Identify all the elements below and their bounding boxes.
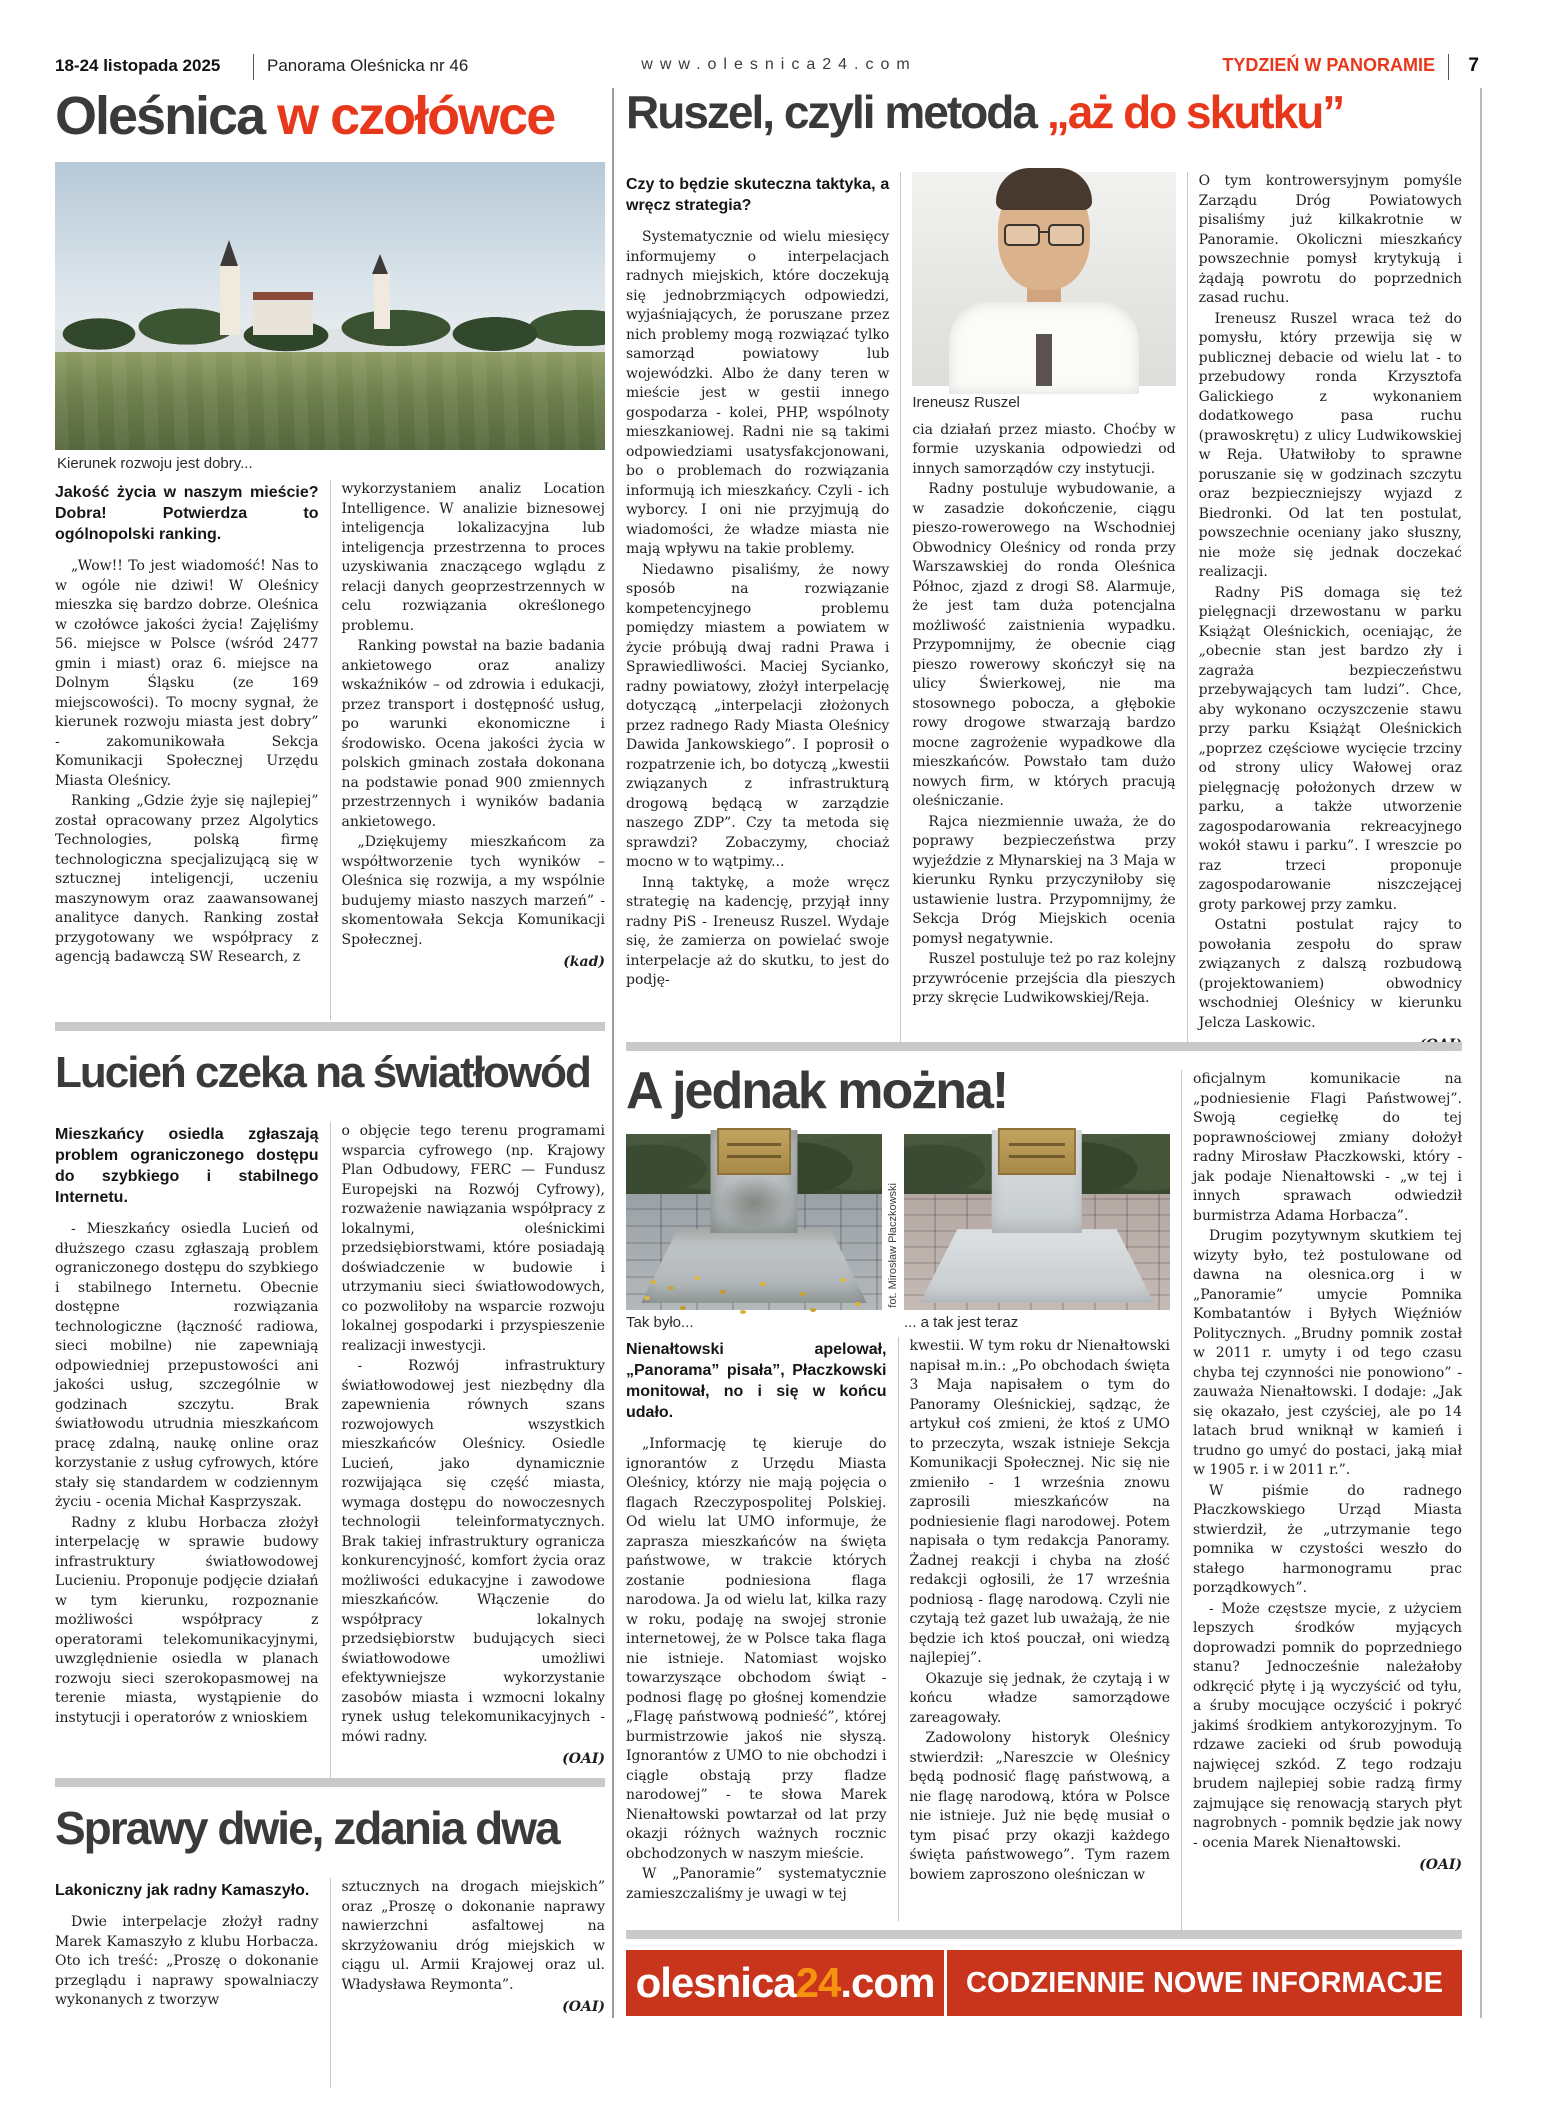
monument-pedestal — [992, 1130, 1082, 1232]
article-headline — [55, 88, 605, 150]
text-column-2 — [898, 1337, 1171, 1921]
article-sprawy-dwie — [55, 1804, 605, 2088]
monument-photo-after — [904, 1134, 1170, 1310]
tower-spire — [372, 254, 388, 274]
meadow — [55, 352, 605, 450]
paragraph: Ruszel postuluje też po raz kolejny przywrócenie przejścia dla pieszych przy skręcie Ludwikowskiej/Reja. — [912, 951, 1176, 1006]
fallen-leaves — [650, 1280, 656, 1284]
article-lead: Nienałtowski apelował, „Panorama” pisała”, Płaczkowski monitował, no i się w końcu udało. — [626, 1341, 887, 1421]
text-column-1 — [626, 172, 900, 1044]
article-headline: Lucień czeka na światłowód — [55, 1048, 590, 1097]
article-headline: A jednak można! — [626, 1062, 1008, 1120]
tower — [374, 273, 390, 329]
paragraph: Ranking powstał na bazie badania ankietowego oraz analizy wskaźników – od zdrowia i edukacji, przez transport i dostępność usług, po warunki ekonomiczne i środowisko. Ocena jakości życia w polskich gminach została dokonana na podstawie ponad 900 zmiennych przestrzennych i wyników badania ankietowego. — [341, 638, 605, 830]
paragraph: Niedawno pisaliśmy, że nowy sposób na rozwiązanie kompetencyjnego problemu pomiędzy miastem a powiatem w życie próbują dwaj radni Prawa i Sprawiedliwości. Maciej Sycianko, radny powiatowy, złożył interpelację dotyczącą „interpelacji złożonych przez radnego Rady Miasta Oleśnicy Dawida Jankowskiego”. I poprosił o rozpatrzenie ich, bo dotyczą „kwestii związanych z infrastrukturą drogową będącą w zarządzie naszego ZDP”. Czy ta metoda się sprawdzi? Zobaczymy, chociaż mocno w to wątpimy... — [626, 561, 890, 870]
article-olesnica-w-czolowce — [55, 88, 605, 1020]
header-divider — [1448, 54, 1449, 80]
article-lead: Mieszkańcy osiedla zgłaszają problem ograniczonego dostępu do szybkiego i stabilnego Internetu. — [55, 1126, 319, 1206]
monument-base — [920, 1229, 1154, 1303]
page-number: 7 — [1468, 55, 1479, 76]
paragraph: wykorzystaniem analiz Location Intelligence. W analizie biznesowej inteligencja lokalizacyjna lub inteligencja przestrzenna to proces uzyskiwania znaczącego wglądu z relacji danych geoprzestrzennych w celu rozwiązania określonego problemu. — [341, 481, 605, 634]
article-columns — [626, 1337, 1170, 1921]
paragraph: Okazuje się jednak, że czytają i w końcu władze samorządowe zareagowały. — [909, 1670, 1170, 1726]
article-columns — [55, 1122, 605, 1778]
photo-caption: Kierunek rozwoju jest dobry... — [57, 455, 253, 472]
hair — [996, 168, 1092, 210]
paragraph: Ranking „Gdzie żyje się najlepiej” został opracowany przez Algolytics Technologies, polską firmę technologiczna specjalizującą się w sztucznej inteligencji, uczeniu maszynowym oraz zaawansowanej analityce danych. Ranking został przygotowany we współpracy z agencją badawczą SW Research, z — [55, 793, 319, 965]
text-column-2 — [330, 1122, 606, 1778]
article-left-zone — [626, 1060, 1170, 1921]
paragraph: sztucznych na drogach miejskich” oraz „Proszę o dokonanie naprawy nawierzchni asfaltowej na skrzyżowaniu dróg miejskich w ciągu ul. Armii Krajowej oraz ul. Władysława Reymonta”. — [341, 1879, 605, 1993]
paragraph: „Dziękujemy mieszkańcom za współtworzenie tych wyników – Oleśnica się rozwija, a my wspólnie budujemy miasto naszych marzeń” - skomentowała Sekcja Komunikacji Społecznej. — [341, 834, 605, 948]
church-tower — [220, 265, 240, 335]
author-signature: (OAI) — [1419, 1857, 1462, 1873]
article-a-jednak-mozna — [626, 1060, 1462, 1940]
olesnica24-ad-banner — [626, 1950, 1462, 2016]
monument-base — [641, 1229, 866, 1303]
center-column-rule — [612, 88, 614, 2018]
article-headline: Sprawy dwie, zdania dwa — [55, 1802, 559, 1854]
paragraph: Radny PiS domaga się też pielęgnacji drzewostanu w parku Książąt Oleśnickich, oceniając, że „obecnie stan jest bardzo zły i zagraża bezpieczeństwu przebywających tam ludzi”. Chce, aby wykonano oczyszczenie stawu przy parku Książąt Oleśnickich „poprzez częściowe wycięcie trzciny od strony ulicy Wałowej oraz pielęgnację położonych drzew w parku, a także utworzenie zagospodarowania rekreacyjnego wokół stawu i parku”. I wreszcie po raz trzeci proponuje zagospodarowanie niszczejącej groty parkowej przy zamku. — [1198, 584, 1462, 913]
logo-text: olesnica — [635, 1959, 796, 2006]
building — [253, 301, 313, 335]
paragraph: W „Panoramie” systematycznie zamieszczaliśmy je uwagi w tej — [626, 1866, 887, 1902]
header-divider — [253, 54, 254, 80]
issue-date: 18-24 listopada 2025 — [55, 56, 221, 75]
text-column-2 — [330, 1878, 606, 2088]
paragraph: Drugim pozytywnym skutkiem tej wizyty było, też postulowane od dawna na olesnica.org i w „Panoramie” umycie Pomnika Kombatantów i Byłych Więźniów Politycznych. „Brudny pomnik został w 2011 r. umyty i od tego czasu chyba tej czynności nie ponowiono” - zauważa Nienałtowski. I dodaje: „Jak się okazało, jest czyściej, ale po 14 latach brud wniknął w kamień i trudno go umyć do postaci, jaką miał w 1905 r. i w 2011 r.”. — [1193, 1228, 1462, 1478]
paragraph: Systematycznie od wielu miesięcy informujemy o interpelacjach radnych miejskich, które doczekują się jednobrzmiących odpowiedzi, wyjaśniających, że poruszane przez nich problemy mogą rozwiązać tylko samorząd powiatowy lub wojewódzki. Albo że dany teren w mieście jest w gestii innego gospodarza - kolei, PHP, wspólnoty mieszkaniowej. Radni nie są takimi odpowiedziami usatysfakcjonowani, bo o problemach do rozwiązania informują ich mieszkańcy. Czyli - ich wyborcy. I oni nie przyjmują do wiadomości, że władze miasta nie mają wpływu na takie problemy. — [626, 229, 890, 557]
paragraph: o objęcie tego terenu programami wsparcia cyfrowego (np. Krajowy Plan Odbudowy, FERC — Fundusz Europejski na Rozwój Cyfrowy), rozważenie nawiązania współpracy z lokalnymi, oleśnickimi przedsiębiorstwami, które posiadają doświadczenie w budowie i utrzymaniu sieci światłowodowych, co pozwoliłoby na wsparcie rozwoju lokalnej gospodarki i przyspieszenie realizacji inwestycji. — [341, 1123, 605, 1354]
glasses — [1002, 224, 1086, 244]
photo-caption: Ireneusz Ruszel — [912, 394, 1020, 411]
cityscape-photo — [55, 162, 605, 450]
article-lead: Jakość życia w naszym mieście? Dobra! Potwierdza to ogólnopolski ranking. — [55, 484, 319, 543]
text-column-1 — [55, 480, 330, 1020]
article-ruszel-metoda — [626, 88, 1462, 1044]
page-header — [55, 54, 1503, 82]
author-signature: (kad) — [563, 954, 605, 970]
roof — [253, 292, 313, 300]
photo-captions — [626, 1310, 1170, 1337]
portrait-photo-ireneusz-ruszel — [912, 172, 1175, 386]
paragraph: kwestii. W tym roku dr Nienałtowski napisał m.in.: „Po obchodach święta 3 Maja napisałem o tym do Panoramy Oleśnickiej, sądząc, że artykuł coś zmieni, że ktoś z UMO to przeczyta, wszak istnieje Sekcja Komunikacji Społecznej. Nic się nie zmieniło - 1 września znowu zaprosili mieszkańców na podniesienie flagi narodowej. Potem napisała o tym redakcja Panoramy. Żadnej reakcji i chyba na złość redakcji ogłosili, że 17 września podniosą - flagę narodową. Czyli nie czytają też gazet lub uważają, że nie będzie ich ktoś pouczał, oni wiedzą najlepiej”. — [909, 1338, 1170, 1666]
text-column-1 — [626, 1337, 898, 1921]
issue-name: Panorama Oleśnicka nr 46 — [267, 56, 469, 75]
paragraph: Ireneusz Ruszel wraca też do pomysłu, który przewija się w publicznej debacie od wielu lat - to przebudowy ronda Krzysztofa Galickiego z wykonaniem dodatkowego pasa ruchu (prawoskrętu) z ulicy Ludwikowskiej w Reja. Ułatwiłoby to sprawne poruszanie się w godzinach szczytu oraz bezpieczniejszy wyjazd z Biedronki. Od lat ten postulat, powszechnie oceniany jako słuszny, nie może się jednak doczekać realizacji. — [1198, 310, 1462, 580]
monument-photo-before — [626, 1134, 882, 1310]
section-separator — [626, 1042, 1462, 1051]
author-signature: (OAI) — [562, 1999, 605, 2015]
church-spire — [220, 240, 238, 266]
paragraph: W piśmie do radnego Płaczkowskiego Urząd Miasta stwierdził, że „utrzymanie tego pomnika w czystości weszło do stałego harmonogramu prac porządkowych”. — [1193, 1482, 1462, 1596]
paragraph: oficjalnym komunikacie na „podniesienie Flagi Państwowej”. Swoją cegiełkę do tej poprawnościowej zmiany dołożył radny Mirosław Płaczkowski, który - jak podaje Nienałtowski - „w tej i innych sprawach odwiedził burmistrza Adama Horbacza”. — [1193, 1071, 1462, 1224]
section-separator — [55, 1778, 605, 1787]
article-columns — [55, 480, 605, 1020]
article-columns — [55, 1878, 605, 2088]
photo-caption-before: Tak było... — [626, 1314, 694, 1331]
text-column-3 — [1181, 1070, 1462, 1936]
paragraph: „Wow!! To jest wiadomość! Nas to w ogóle nie dziwi! W Oleśnicy mieszka się bardzo dobrze. Oleśnica w czołówce jakości życia! Zajęliśmy 56. miejsce w Polsce (wśród 2477 gmin i miast) oraz 6. miejsce na Dolnym Śląsku (ze 169 miejscowości). To mocny sygnał, że kierunek rozwoju miasta jest dobry” - zakomunikowała Sekcja Komunikacji Społecznej Urzędu Miasta Oleśnicy. — [55, 558, 319, 789]
website-url: www.olesnica24.com — [641, 56, 917, 73]
section-separator — [55, 1022, 605, 1031]
photo-credit-strip — [882, 1134, 904, 1310]
section-label: TYDZIEŃ W PANORAMIE — [1222, 55, 1435, 75]
article-lead: Lakoniczny jak radny Kamaszyło. — [55, 1882, 310, 1899]
author-signature: (OAI) — [562, 1751, 605, 1767]
paragraph: cia działań przez miasto. Choćby w formie uzyskania odpowiedzi od innych samorządów czy instytucji. — [912, 421, 1176, 477]
paragraph: Inną taktykę, a może wręcz strategię na kadencję, przyjął inny radny PiS - Ireneusz Ruszel. Wydaje się, że zamierza on powielać swoje interpelacje aż do skutku, to jest do podję- — [626, 874, 890, 988]
headline-red-part: w czołówce — [277, 86, 555, 146]
logo-com: .com — [840, 1959, 935, 2006]
dirt-stain — [716, 1176, 793, 1229]
paragraph: Radny postuluje wybudowanie, a w zasadzie dokończenie, ciągu pieszo-rowerowego na Wschodniej Obwodnicy Oleśnicy od ronda przy Warszawskiej do ronda Oleśnica Północ, zjazd z drogi S8. Alarmuje, że jest tam duża potencjalna możliwość zaistnienia wypadku. Przypomnijmy, że obecnie ciąg pieszo rowerowy skończył się na ulicy Świerkowej, nie ma stosownego pobocza, a głębokie rowy drogowe stwarzają bardzo mocne zagrożenie wypadkowe dla mieszkańców. Powstało tam dużo nowych firm, w których pracują oleśniczanie. — [912, 481, 1176, 809]
paragraph: „Informację tę kieruje do ignorantów z Urzędu Miasta Oleśnicy, którzy nie mają pojęcia o flagach Rzeczypospolitej Polskiej. Od wielu lat UMO informuje, że zaprasza mieszkańców na święta państwowe, w trakcie których zostanie podniesiona flaga narodowa. Ja od wielu lat, kilka razy w roku, podaję na swojej stronie internetowej, że w Polsce taka flaga nie istnieje. Natomiast wojsko towarzyszące obchodom świąt - podnosi flagę po głośnej komendzie „Flagę państwową podnieść”, której burmistrzowie jakoś nie słyszą. Ignorantów z UMO to nie obchodzi i ciągle obstają przy fladze narodowej” - te słowa Marek Nienałtowski powtarzał od lat przy okazji różnych ważnych rocznic obchodzonych w naszym mieście. — [626, 1436, 887, 1862]
brass-plaque — [998, 1128, 1076, 1175]
text-column-3 — [1187, 172, 1462, 1044]
paragraph: Rajca niezmiennie uważa, że do poprawy bezpieczeństwa przy wyjeździe z Młynarskiej na 3 Maja w kierunku Rynku przyczyniłoby się ustawienie lustra. Przypomnijmy, że Sekcja Dróg Miejskich ocenia pomysł negatywnie. — [912, 813, 1176, 947]
photo-caption-after: ... a tak jest teraz — [904, 1314, 1019, 1331]
brass-plaque — [717, 1128, 792, 1175]
paragraph: Radny z klubu Horbacza złożył interpelację w sprawie budowy infrastruktury światłowodowej Lucieniu. Proponuje podjęcie działań w tym kierunku, rozpoznanie możliwości współpracy z operatorami telekomunikacyjnymi, uwzględnienie osiedla w planach rozwoju sieci szerokopasmowej na terenie miasta, wystąpienie do instytucji i operatorów z wnioskiem — [55, 1514, 319, 1726]
paragraph: - Może częstsze mycie, z użyciem lepszych środków myjących doprowadzi pomnik do poprzedniego stanu? Jednocześnie należałoby odkręcić płytę i ją wyczyścić od tyłu, a śruby mocujące oczyścić i pokryć jakimś środkiem antykorozyjnym. To rdzawe zacieki od śrub powodują najwięcej szkód. Z tego rodzaju brudem najlepiej sobie radzą firmy zajmujące się renowacją starych płyt nagrobnych - pomnik będzie jak nowy - ocenia Marek Nienałtowski. — [1193, 1600, 1462, 1851]
text-column-1 — [55, 1122, 330, 1778]
olesnica24-logo — [626, 1950, 947, 2016]
article-columns — [626, 172, 1462, 1044]
photo-credit: fot. Mirosław Płaczkowski — [887, 1183, 899, 1308]
logo-24: 24 — [795, 1959, 841, 2006]
before-after-photos — [626, 1134, 1170, 1310]
headline-red-part: „aż do skutku” — [1046, 86, 1344, 138]
article-lead: Czy to będzie skuteczna taktyka, a wręcz strategia? — [626, 176, 890, 214]
paragraph: - Rozwój infrastruktury światłowodowej jest niezbędny dla zapewnienia równych szans rozwojowych wszystkich mieszkańców Oleśnicy. Osiedle Lucień, jako dynamicznie rozwijająca się część miasta, wymaga dostępu do nowoczesnych technologii teleinformatycznych. Brak takiej infrastruktury ogranicza konkurencyjność, komfort życia oraz możliwości edukacyjne i zawodowe mieszkańców. Włączenie do współpracy lokalnych przedsiębiorstw budujących sieci światłowodowe umożliwi efektywniejsze wykorzystanie zasobów miasta i wzmocni lokalny rynek usług telekomunikacyjnych - mówi radny. — [341, 1358, 605, 1745]
text-column-2 — [900, 172, 1186, 1044]
paragraph: Ostatni postulat rajcy to powołania zespołu do spraw związanych z dalszą rozbudową (projektowaniem) obwodnicy wschodniej Oleśnicy w kierunku Jelcza Laskowic. — [1198, 917, 1462, 1031]
article-lucien-swiatlowod — [55, 1050, 605, 1778]
banner-slogan: CODZIENNIE NOWE INFORMACJE — [966, 1966, 1443, 1999]
text-column-2 — [330, 480, 606, 1020]
headline-dark-part: Oleśnica — [55, 86, 265, 146]
text-column-1 — [55, 1878, 330, 2088]
paragraph: - Mieszkańcy osiedla Lucień od dłuższego czasu zgłaszają problem ograniczonego dostępu do szybkiego i stabilnego Internetu. Obecnie dostępne rozwiązania technologiczne (łączność radiowa, sieci mobilne) nie zapewniają odpowiedniej przepustowości ani jakości usług, szczególnie w godzinach szczytu. Brak światłowodu utrudnia mieszkańcom pracę zdalną, naukę online oraz korzystanie z usług cyfrowych, które stały się standardem w codziennym życiu - ocenia Michał Kasprzyszak. — [55, 1221, 319, 1510]
right-page-rule — [1480, 88, 1482, 2018]
paragraph: Dwie interpelacje złożył radny Marek Kamaszyło z klubu Horbacza. Oto ich treść: „Proszę o dokonanie przeglądu i naprawy spowalniaczy wykonanych z tworzyw — [55, 1914, 319, 2008]
tie — [1036, 334, 1052, 386]
headline-dark-part: Ruszel, czyli metoda — [626, 86, 1036, 138]
paragraph: O tym kontrowersyjnym pomyśle Zarządu Dróg Powiatowych pisaliśmy już kilkakrotnie w Panoramie. Okoliczni mieszkańcy powszechnie pomysł krytykują i żądają powrotu do poprzednich zasad ruchu. — [1198, 173, 1462, 306]
paragraph: Zadowolony historyk Oleśnicy stwierdził: „Nareszcie w Oleśnicy będą podnosić flagę państwową, a nie flagę narodową, która w Polsce nie istnieje. Już nie będę musiał o tym pisać przy okazji każdego święta państwowego”. Tym razem bowiem zaproszono oleśniczan w — [909, 1730, 1170, 1883]
article-headline — [626, 88, 1462, 150]
